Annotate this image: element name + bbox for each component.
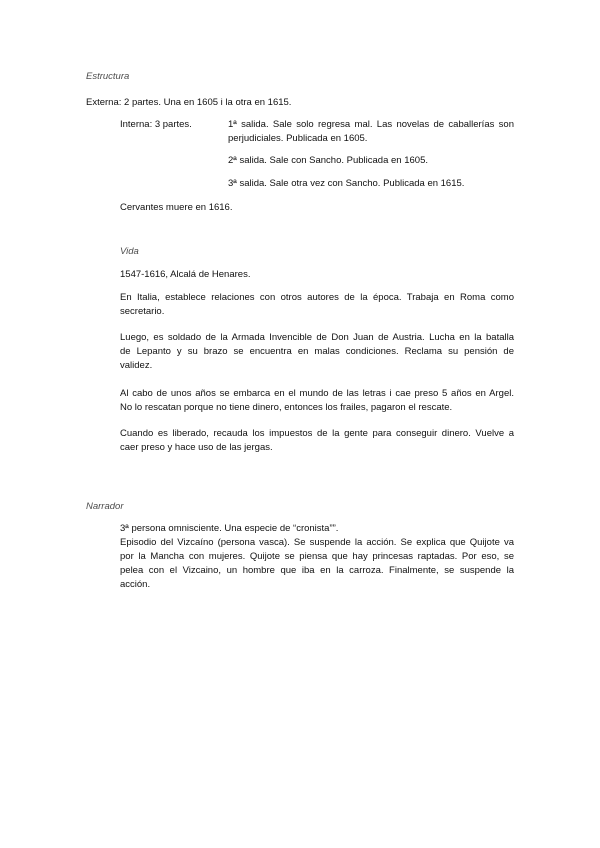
vida-fechas: 1547-1616, Alcalá de Henares.: [120, 269, 251, 280]
narrador-persona: 3ª persona omnisciente. Una especie de “cronista””.: [120, 523, 339, 534]
vida-p4-line2: caer preso y hace uso de las jergas.: [120, 442, 273, 453]
narrador-heading: Narrador: [86, 501, 124, 512]
vida-p1-line2: secretario.: [120, 306, 165, 317]
salida1-line1: 1ª salida. Sale solo regresa mal. Las novelas de caballerías son: [228, 119, 514, 130]
narrador-ep-line1: Episodio del Vizcaíno (persona vasca). Se suspende la acción. Se explica que Quijote va: [120, 537, 514, 548]
vida-p2-line2: de Lepanto y su brazo se encuentra en malas condiciones. Reclama su pensión de: [120, 346, 514, 357]
externa-line: Externa: 2 partes. Una en 1605 i la otra en 1615.: [86, 97, 292, 108]
vida-p3-line2: No lo rescatan porque no tiene dinero, entonces los frailes, pagaron el rescate.: [120, 402, 453, 413]
salida1-line2: perjudiciales. Publicada en 1605.: [228, 133, 368, 144]
vida-p2-line1: Luego, es soldado de la Armada Invencible de Don Juan de Austria. Lucha en la batalla: [120, 332, 514, 343]
narrador-ep-line3: pelea con el Vizcaino, un hombre que iba en la carroza. Finalmente, se suspende la: [120, 565, 514, 576]
vida-p4-line1: Cuando es liberado, recauda los impuestos de la gente para conseguir dinero. Vuelve a: [120, 428, 514, 439]
vida-heading: Vida: [120, 246, 139, 257]
narrador-ep-line2: por la Mancha con mujeres. Quijote se piensa que hay princesas raptadas. Por eso, se: [120, 551, 514, 562]
narrador-ep-line4: acción.: [120, 579, 151, 590]
interna-label: Interna: 3 partes.: [120, 119, 192, 130]
estructura-heading: Estructura: [86, 71, 130, 82]
salida3-line: 3ª salida. Sale otra vez con Sancho. Publicada en 1615.: [228, 178, 465, 189]
cervantes-muere-line: Cervantes muere en 1616.: [120, 202, 233, 213]
vida-p1-line1: En Italia, establece relaciones con otros autores de la época. Trabaja en Roma como: [120, 292, 514, 303]
salida2-line: 2ª salida. Sale con Sancho. Publicada en 1605.: [228, 155, 428, 166]
vida-p3-line1: Al cabo de unos años se embarca en el mundo de las letras i cae preso 5 años en Argel.: [120, 388, 514, 399]
vida-p2-line3: validez.: [120, 360, 153, 371]
